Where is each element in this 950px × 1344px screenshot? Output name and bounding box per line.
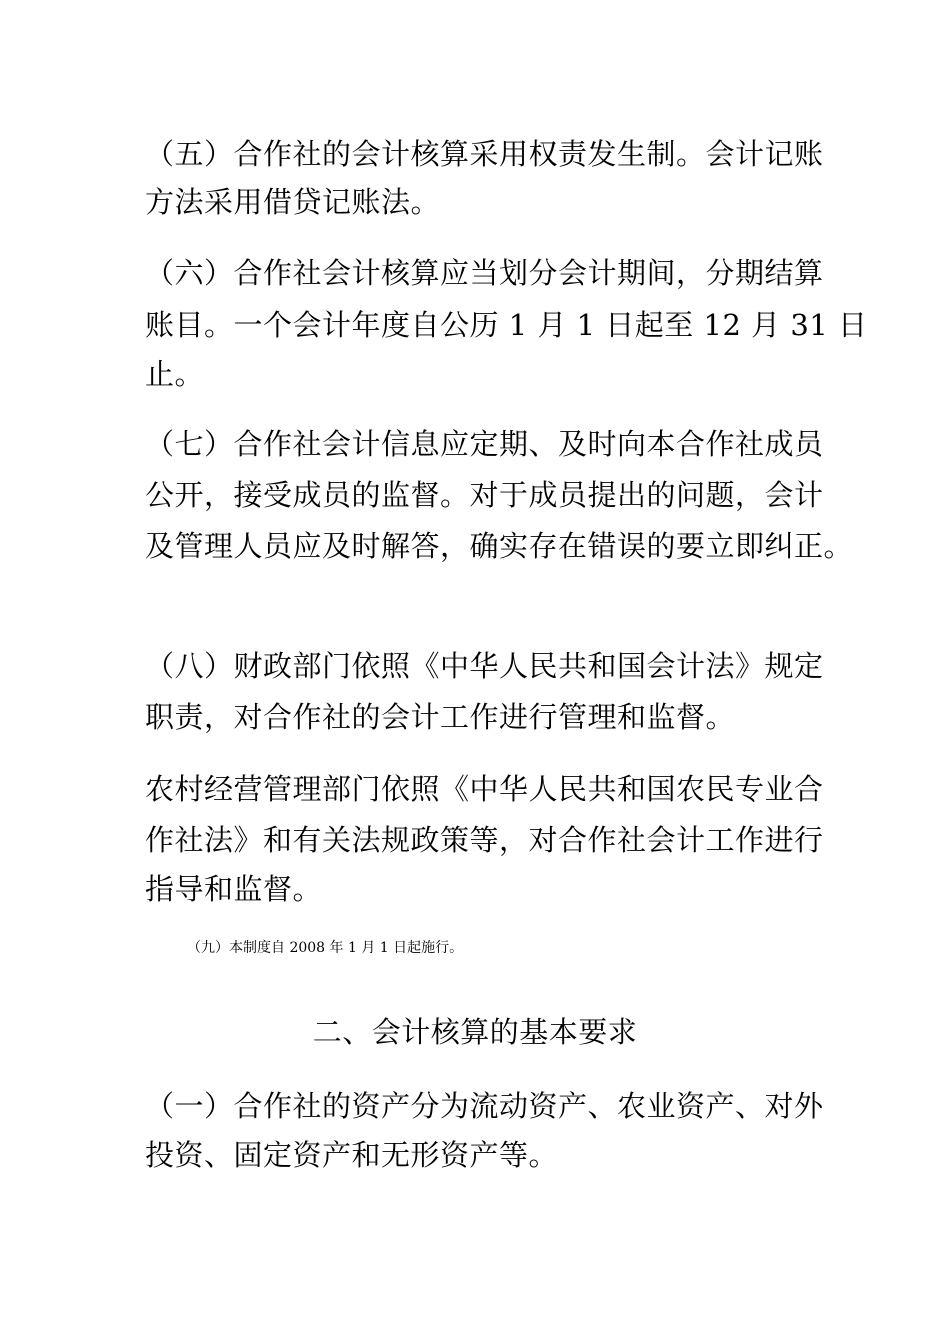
paragraph-line: （六）合作社会计核算应当划分会计期间，分期结算	[145, 256, 824, 290]
paragraph-line: （五）合作社的会计核算采用权责发生制。会计记账	[145, 137, 824, 171]
paragraph-line: 止。	[145, 357, 205, 391]
paragraph-line: （八）财政部门依照《中华人民共和国会计法》规定	[145, 649, 824, 683]
paragraph-line: 农村经营管理部门依照《中华人民共和国农民专业合	[145, 772, 824, 806]
paragraph-line: 职责，对合作社的会计工作进行管理和监督。	[145, 700, 736, 734]
paragraph-line: 作社法》和有关法规政策等，对合作社会计工作进行	[145, 823, 824, 857]
paragraph-line: 及管理人员应及时解答，确实存在错误的要立即纠正。	[145, 529, 854, 563]
paragraph-line: （一）合作社的资产分为流动资产、农业资产、对外	[145, 1089, 824, 1123]
paragraph-9: （九）本制度自 2008 年 1 月 1 日起施行。	[187, 940, 464, 956]
paragraph-line: 方法采用借贷记账法。	[145, 185, 441, 219]
section-heading: 二、会计核算的基本要求	[312, 1015, 638, 1049]
paragraph-line: 投资、固定资产和无形资产等。	[145, 1138, 559, 1172]
paragraph-line: 账目。一个会计年度自公历 1 月 1 日起至 12 月 31 日	[145, 308, 868, 342]
paragraph-line: 指导和监督。	[145, 872, 323, 906]
paragraph-line: 公开，接受成员的监督。对于成员提出的问题，会计	[145, 478, 824, 512]
paragraph-line: （七）合作社会计信息应定期、及时向本合作社成员	[145, 427, 824, 461]
